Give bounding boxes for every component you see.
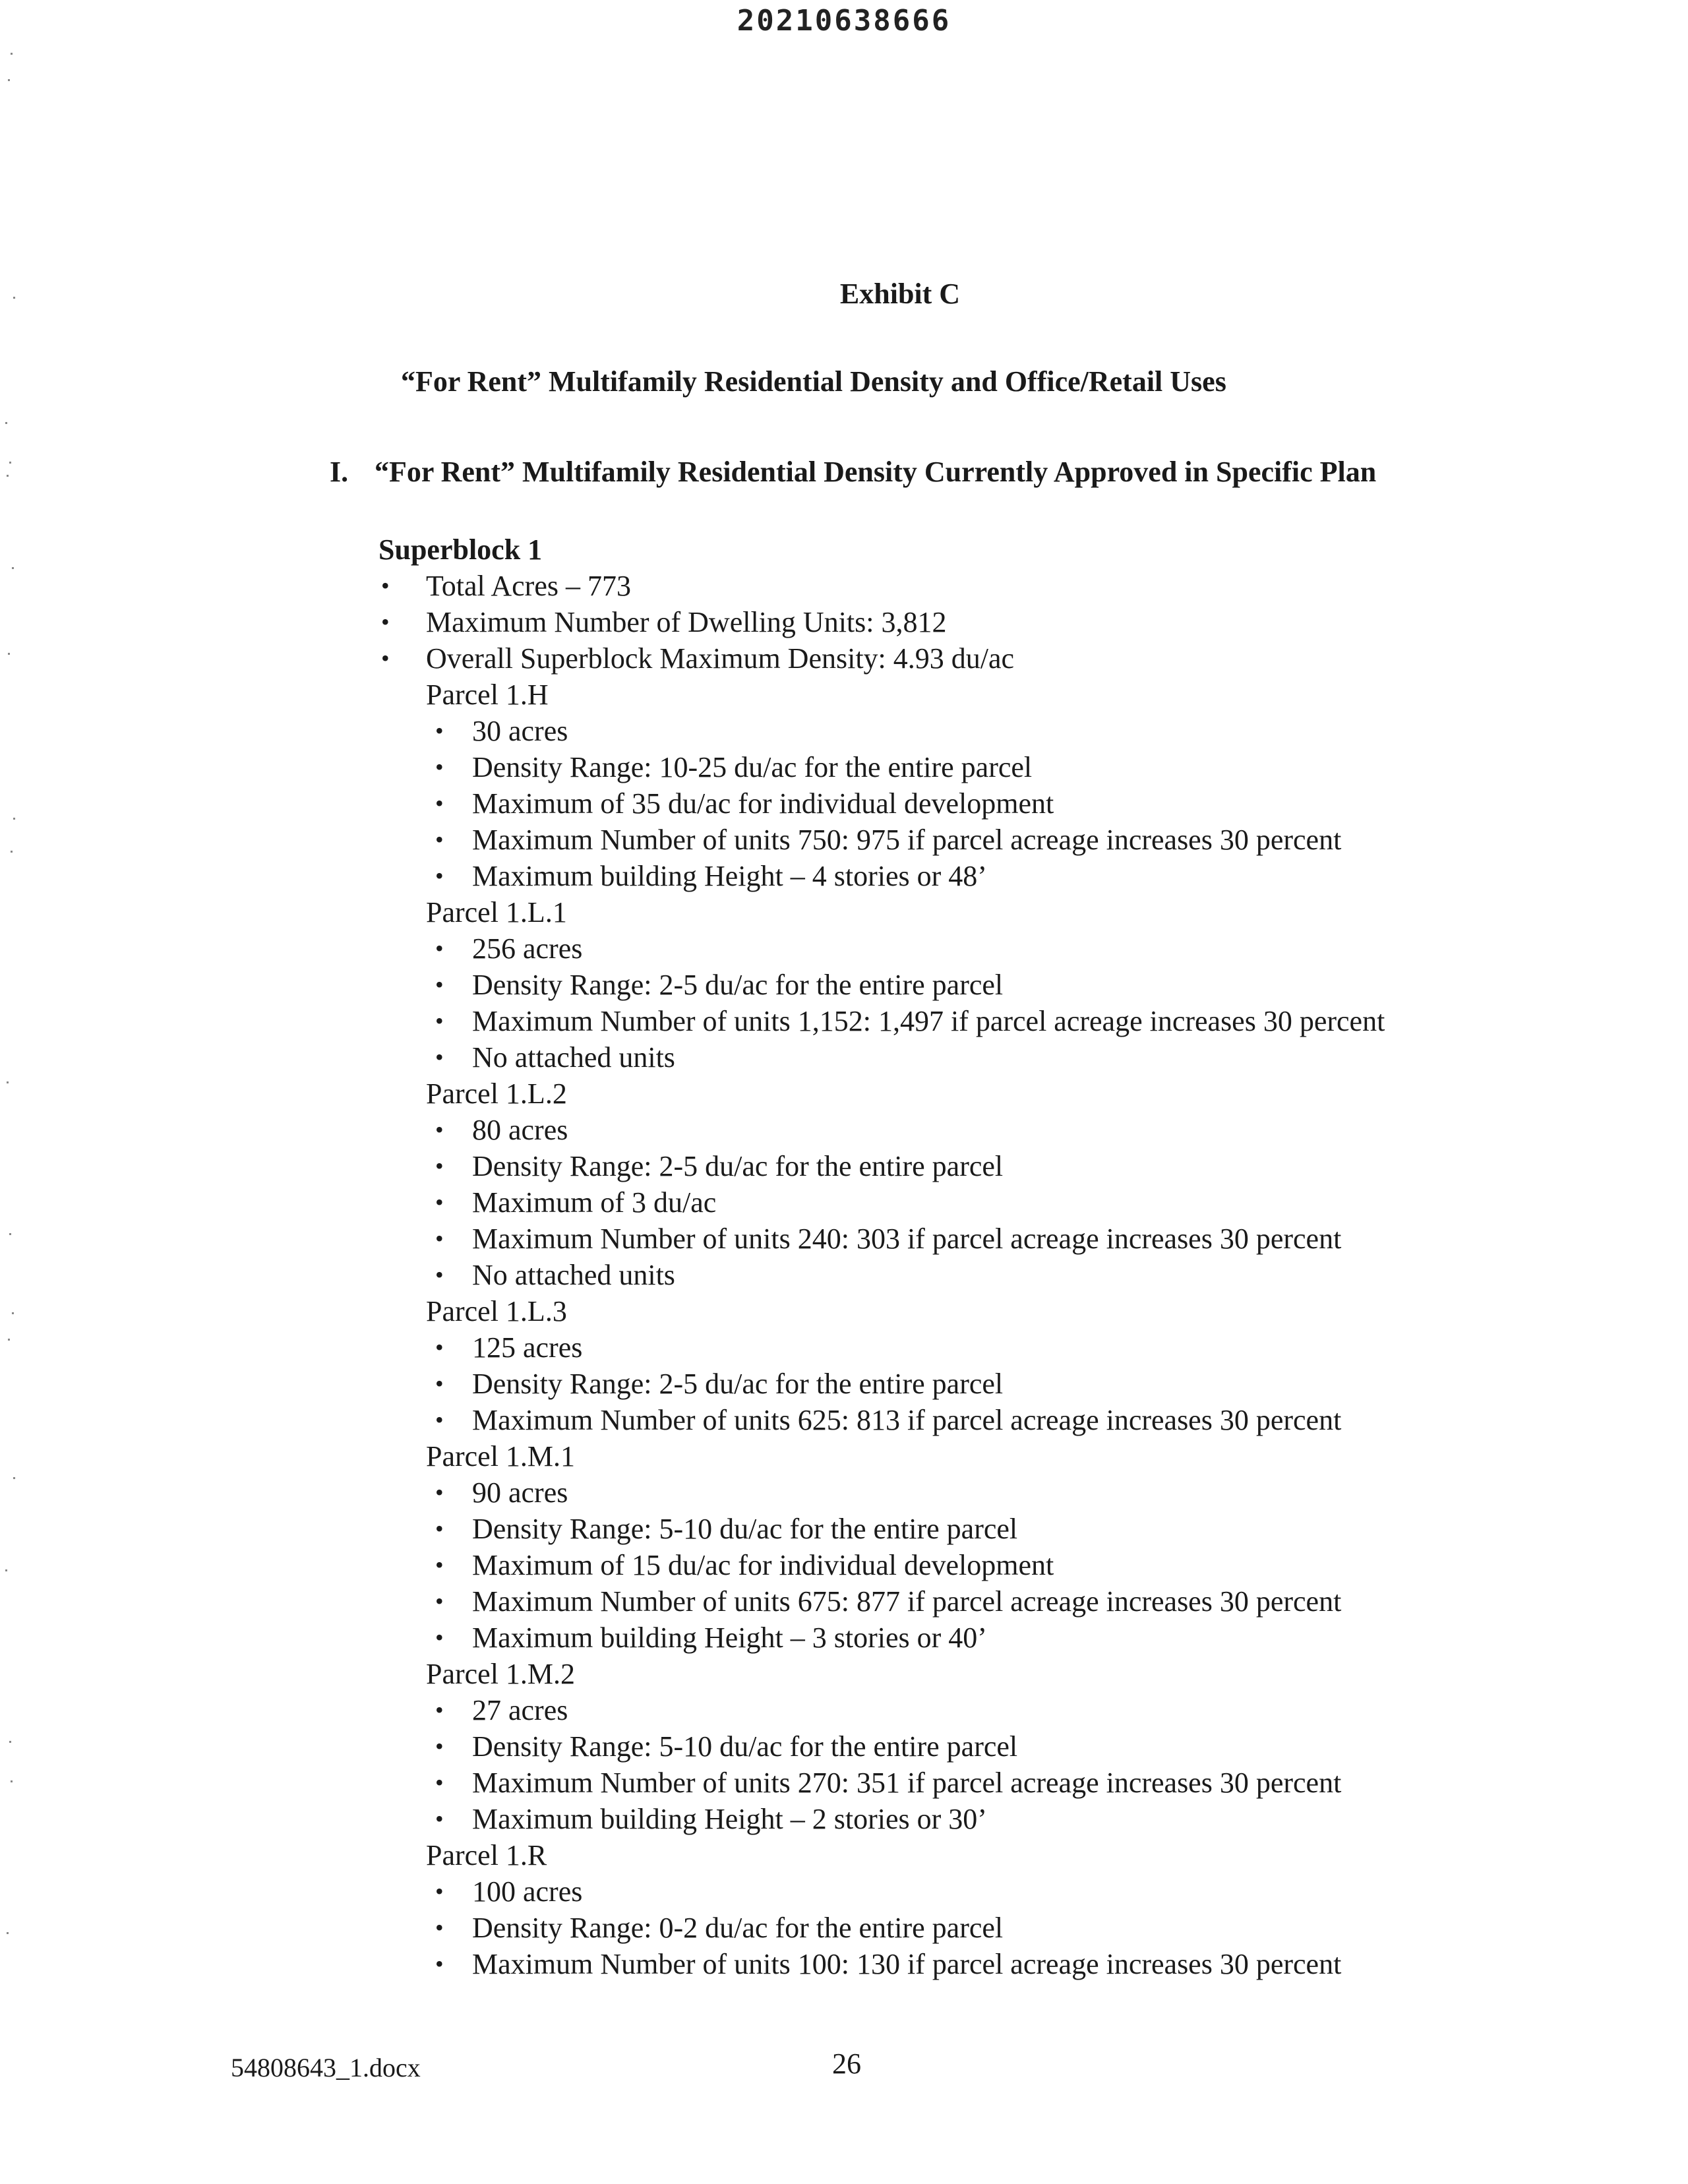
parcel-detail-item: • 80 acres xyxy=(426,1112,1631,1148)
parcel-detail-item: • No attached units xyxy=(426,1257,1631,1293)
parcel-details-list xyxy=(426,713,1631,894)
parcel-detail-item: • 100 acres xyxy=(426,1873,1631,1910)
parcel-detail-item: • Density Range: 5-10 du/ac for the entire parcel xyxy=(426,1511,1631,1547)
parcel-detail-item: • 125 acres xyxy=(426,1329,1631,1366)
scan-speck xyxy=(9,1741,11,1743)
parcel-block xyxy=(426,1656,1631,1837)
parcel-detail-item: • Maximum Number of units 240: 303 if parcel acreage increases 30 percent xyxy=(426,1221,1631,1257)
parcel-detail-item: • Maximum Number of units 1,152: 1,497 if parcel acreage increases 30 percent xyxy=(426,1003,1631,1039)
scan-speck xyxy=(7,1932,9,1934)
parcel-detail-item: • Maximum building Height – 3 stories or 40’ xyxy=(426,1620,1631,1656)
scan-speck xyxy=(13,1477,15,1479)
parcel-detail-item: • Maximum building Height – 4 stories or 48’ xyxy=(426,858,1631,894)
parcel-block xyxy=(426,894,1631,1076)
scan-speck xyxy=(7,1081,9,1083)
parcel-detail-item: • Density Range: 2-5 du/ac for the entire parcel xyxy=(426,1148,1631,1184)
parcel-detail-item: • Density Range: 2-5 du/ac for the entire parcel xyxy=(426,1366,1631,1402)
scan-speck xyxy=(5,422,7,424)
parcel-name: Parcel 1.M.1 xyxy=(426,1440,576,1472)
parcel-block xyxy=(426,677,1631,894)
scan-speck xyxy=(11,53,13,55)
scan-speck xyxy=(9,1233,11,1235)
exhibit-title: Exhibit C xyxy=(839,278,961,310)
superblock-section xyxy=(378,531,1631,1982)
superblock-title: Superblock 1 xyxy=(378,533,543,566)
scan-edge-marks xyxy=(0,0,20,2184)
parcel-detail-item: • 90 acres xyxy=(426,1474,1631,1511)
scan-speck xyxy=(7,475,9,477)
parcel-block xyxy=(426,1076,1631,1293)
scan-speck xyxy=(8,653,10,655)
parcel-detail-item: • Maximum Number of units 100: 130 if parcel acreage increases 30 percent xyxy=(426,1946,1631,1982)
parcel-block xyxy=(426,1438,1631,1656)
superblock-summary-item: • Overall Superblock Maximum Density: 4.93 du/ac xyxy=(378,640,1631,677)
parcel-detail-item: • No attached units xyxy=(426,1039,1631,1076)
scan-speck xyxy=(9,462,11,464)
superblock-summary-list xyxy=(378,568,1631,677)
parcel-details-list xyxy=(426,1474,1631,1656)
scan-speck xyxy=(12,1312,14,1314)
parcel-detail-item: • Maximum Number of units 675: 877 if parcel acreage increases 30 percent xyxy=(426,1583,1631,1620)
scan-speck xyxy=(5,1569,7,1571)
parcel-detail-item: • Maximum of 3 du/ac xyxy=(426,1184,1631,1221)
superblock-summary-item: • Maximum Number of Dwelling Units: 3,812 xyxy=(378,604,1631,640)
parcel-detail-item: • 30 acres xyxy=(426,713,1631,749)
section-numeral: I. xyxy=(330,456,349,488)
document-subtitle: “For Rent” Multifamily Residential Density and Office/Retail Uses xyxy=(401,365,1226,398)
parcel-block xyxy=(426,1293,1631,1438)
scan-speck xyxy=(11,1780,13,1782)
parcel-detail-item: • Density Range: 10-25 du/ac for the entire parcel xyxy=(426,749,1631,785)
parcel-detail-item: • Maximum building Height – 2 stories or 30’ xyxy=(426,1801,1631,1837)
parcel-detail-item: • Density Range: 0-2 du/ac for the entire parcel xyxy=(426,1910,1631,1946)
parcel-details-list xyxy=(426,1329,1631,1438)
parcel-details-list xyxy=(426,1692,1631,1837)
parcel-detail-item: • Maximum Number of units 625: 813 if parcel acreage increases 30 percent xyxy=(426,1402,1631,1438)
parcel-name: Parcel 1.H xyxy=(426,679,549,711)
page-number: 26 xyxy=(832,2048,861,2080)
parcel-detail-item: • Maximum Number of units 270: 351 if parcel acreage increases 30 percent xyxy=(426,1765,1631,1801)
parcel-details-list xyxy=(426,930,1631,1076)
parcel-name: Parcel 1.L.1 xyxy=(426,896,567,928)
parcel-detail-item: • Maximum of 35 du/ac for individual development xyxy=(426,785,1631,822)
parcel-detail-item: • Density Range: 5-10 du/ac for the entire parcel xyxy=(426,1728,1631,1765)
superblock-summary-item: • Total Acres – 773 xyxy=(378,568,1631,604)
recording-number: 20210638666 xyxy=(737,4,951,38)
scan-speck xyxy=(11,851,13,853)
parcel-block xyxy=(426,1837,1631,1982)
parcel-detail-item: • Maximum of 15 du/ac for individual development xyxy=(426,1547,1631,1583)
scan-speck xyxy=(12,567,14,569)
parcel-name: Parcel 1.R xyxy=(426,1839,547,1871)
scan-speck xyxy=(8,1339,10,1341)
scan-speck xyxy=(13,818,15,820)
section-title: “For Rent” Multifamily Residential Density Currently Approved in Specific Plan xyxy=(375,456,1377,488)
parcel-details-list xyxy=(426,1873,1631,1982)
parcel-name: Parcel 1.L.3 xyxy=(426,1295,567,1327)
parcel-detail-item: • 27 acres xyxy=(426,1692,1631,1728)
parcel-name: Parcel 1.M.2 xyxy=(426,1658,576,1690)
scan-speck xyxy=(8,79,10,81)
parcel-details-list xyxy=(426,1112,1631,1293)
parcel-detail-item: • 256 acres xyxy=(426,930,1631,967)
parcel-list xyxy=(378,677,1631,1982)
footer-file-name: 54808643_1.docx xyxy=(231,2053,421,2082)
parcel-detail-item: • Density Range: 2-5 du/ac for the entire parcel xyxy=(426,967,1631,1003)
parcel-name: Parcel 1.L.2 xyxy=(426,1077,567,1110)
parcel-detail-item: • Maximum Number of units 750: 975 if parcel acreage increases 30 percent xyxy=(426,822,1631,858)
section-heading xyxy=(330,455,1376,489)
